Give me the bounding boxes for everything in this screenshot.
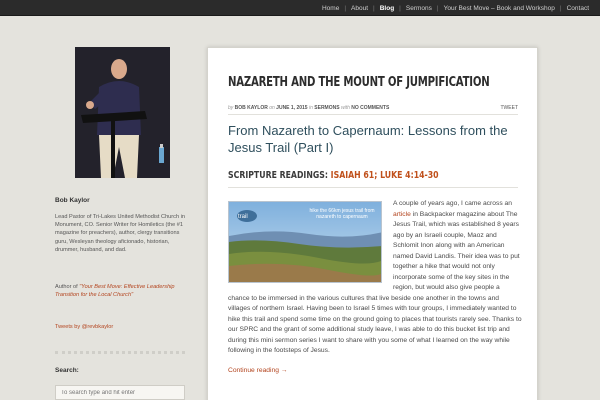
nav-blog[interactable]: Blog (379, 4, 395, 12)
nav-your-best-move[interactable]: Your Best Move – Book and Workshop (443, 4, 555, 12)
post-subtitle: From Nazareth to Capernaum: Lessons from the Jesus Trail (Part I) (228, 123, 508, 155)
meta-on: on (269, 105, 275, 111)
post-meta (228, 105, 518, 111)
nav-separator: | (399, 4, 401, 12)
meta-comments[interactable]: NO COMMENTS (351, 105, 390, 111)
nav-about[interactable]: About (351, 4, 369, 12)
nav-separator: | (436, 4, 439, 12)
author-bio: Lead Pastor of Tri-Lakes United Methodist Church in Monument, CO. Senior Writer for Homiletics (the #1 magazine for preachers), author, clergy transitions guru, Wesleyan theology aficionado, historian, drummer, husband, and dad. (55, 214, 185, 253)
book-link[interactable]: "Your Best Move: Effective Leadership Transition for the Local Church" (55, 284, 175, 299)
tweet-button[interactable]: TWEET (500, 105, 518, 111)
banner-logo: trail (238, 214, 248, 220)
nav-separator: | (344, 4, 347, 12)
reading-isaiah-link[interactable]: ISAIAH 61 (330, 170, 375, 181)
author-photo (75, 47, 170, 178)
tweets-link[interactable]: Tweets by @revbkaylor (55, 324, 114, 330)
main-nav (317, 0, 594, 16)
author-name: Bob Kaylor (55, 197, 90, 204)
meta-by: by (228, 105, 234, 111)
article-link[interactable]: article (393, 210, 411, 218)
blog-post-card (207, 47, 538, 400)
nav-home[interactable]: Home (321, 4, 340, 12)
sidebar-divider (55, 351, 185, 354)
meta-date: JUNE 1, 2015 (276, 105, 308, 111)
reading-separator: ; (374, 170, 378, 181)
excerpt-text-2: in Backpacker magazine about The Jesus Trail, which was established 8 years ago by an Israeli couple, Maoz and Schlomit Inon along with an American named David Landis. Their idea was to put together a hike that would not only incorporate some of the key sites in the region, but would also give people a chance to be immersed in the various cultures that live beside one another in the towns and villages of northern Israel. Having been to Israel 5 times with tour groups, I immediately wanted to hike this trail and spend some time on the ground going to places that tourists rarely see. Thanks to our SPRC and the grant of some additional study leave, I was able to do this bucket list trip and during this mini sermon series I want to share with you some of what I learned on the way while following in the footsteps of Jesus. (228, 210, 522, 354)
nav-contact[interactable]: Contact (566, 4, 589, 12)
search-label: Search: (55, 367, 79, 374)
nav-separator: | (373, 4, 375, 12)
nav-separator: | (559, 4, 562, 12)
reading-luke-link[interactable]: LUKE 4:14-30 (380, 170, 439, 181)
meta-category[interactable]: SERMONS (314, 105, 340, 111)
excerpt-text-1: A couple of years ago, I came across an (393, 200, 512, 207)
scripture-readings (228, 170, 439, 181)
author-book-note (55, 283, 190, 299)
meta-author[interactable]: BOB KAYLOR (234, 105, 268, 111)
author-book-prefix: Author of (55, 284, 80, 290)
top-navigation-bar (0, 0, 600, 16)
readings-label: SCRIPTURE READINGS: (228, 170, 328, 181)
search-input[interactable] (55, 385, 185, 400)
banner-caption: hike the 66km jesus trail from nazareth to capernaum (309, 208, 375, 220)
post-title[interactable]: NAZARETH AND THE MOUNT OF JUMPIFICATION (228, 75, 490, 90)
nav-sermons[interactable]: Sermons (405, 4, 432, 12)
meta-with: with (340, 105, 350, 111)
continue-reading-link[interactable]: Continue reading → (228, 367, 288, 374)
readings-divider (228, 187, 518, 188)
meta-in: in (308, 105, 313, 111)
jesus-trail-banner-image (228, 201, 382, 283)
meta-divider (228, 114, 518, 115)
